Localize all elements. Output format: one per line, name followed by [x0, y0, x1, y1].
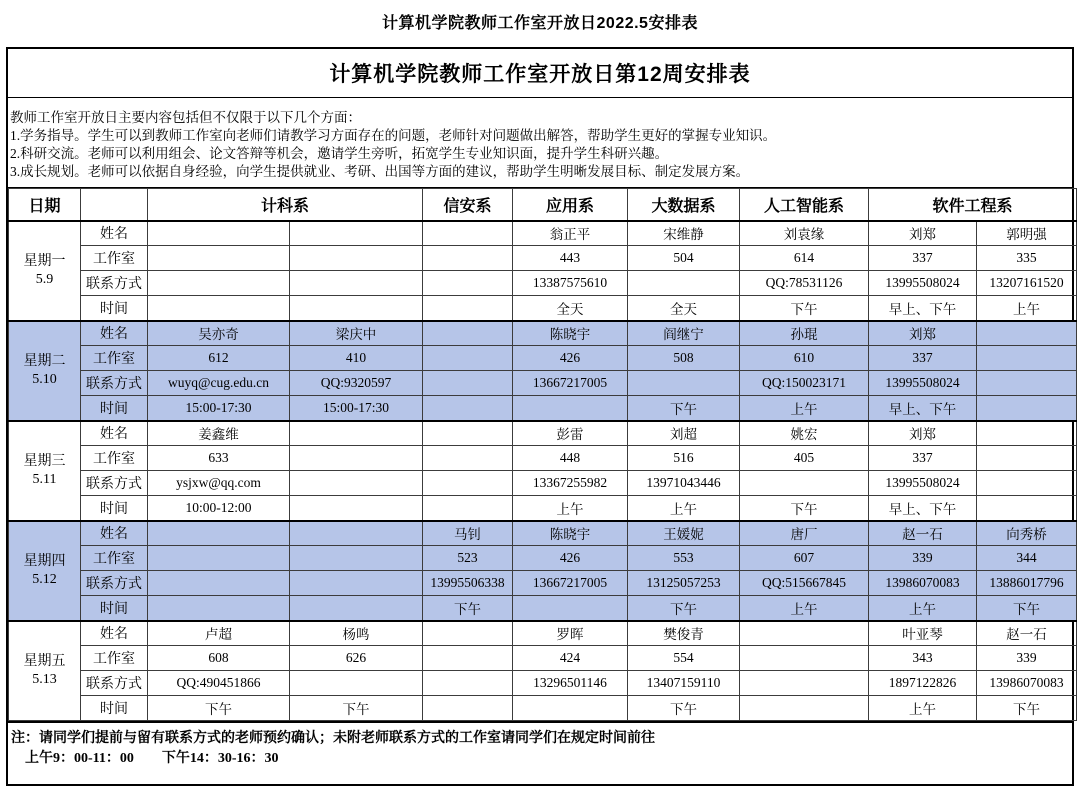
table-cell — [423, 271, 513, 296]
table-cell — [628, 371, 740, 396]
table-cell — [290, 421, 423, 446]
table-cell — [423, 646, 513, 671]
table-row — [9, 546, 1077, 571]
table-cell: 516 — [628, 446, 740, 471]
table-row — [9, 321, 1077, 346]
table-cell: 上午 — [740, 596, 869, 621]
table-cell: 刘郑 — [869, 421, 977, 446]
description-line: 2.科研交流。老师可以利用组会、论文答辩等机会，邀请学生旁听，拓宽学生专业知识面，提升学生科研兴趣。 — [10, 146, 669, 161]
table-row — [9, 371, 1077, 396]
table-cell — [290, 271, 423, 296]
table-cell — [423, 346, 513, 371]
table-row — [9, 446, 1077, 471]
page-title: 计算机学院教师工作室开放日2022.5安排表 — [382, 15, 698, 32]
table-cell — [740, 621, 869, 646]
table-cell — [290, 571, 423, 596]
date-cell — [9, 421, 81, 521]
table-cell: 504 — [628, 246, 740, 271]
table-cell — [977, 446, 1077, 471]
table-cell: 孙琨 — [740, 321, 869, 346]
table-cell: 吴亦奇 — [148, 321, 290, 346]
table-cell: 608 — [148, 646, 290, 671]
table-cell — [148, 221, 290, 246]
table-cell — [977, 321, 1077, 346]
dept-header: 信安系 — [423, 189, 513, 221]
table-cell — [290, 521, 423, 546]
table-cell — [977, 396, 1077, 421]
table-cell: 刘郑 — [869, 221, 977, 246]
table-cell: 335 — [977, 246, 1077, 271]
table-row — [9, 346, 1077, 371]
table-cell: 下午 — [423, 596, 513, 621]
table-cell: 姚宏 — [740, 421, 869, 446]
table-cell — [423, 371, 513, 396]
table-cell: ysjxw@qq.com — [148, 471, 290, 496]
table-cell: 15:00-17:30 — [290, 396, 423, 421]
table-cell: 426 — [513, 546, 628, 571]
date-label: 5.9 — [35, 271, 54, 287]
table-cell: QQ:9320597 — [290, 371, 423, 396]
description-line: 教师工作室开放日主要内容包括但不仅限于以下几个方面： — [10, 110, 361, 125]
table-cell — [423, 621, 513, 646]
table-cell — [148, 571, 290, 596]
date-cell — [9, 321, 81, 421]
table-cell: QQ:490451866 — [148, 671, 290, 696]
table-cell: 樊俊青 — [628, 621, 740, 646]
table-row — [9, 246, 1077, 271]
table-row — [9, 671, 1077, 696]
sheet-description — [8, 98, 1072, 188]
table-cell: 13667217005 — [513, 371, 628, 396]
row-label: 时间 — [81, 596, 148, 621]
weekday-label: 星期三 — [23, 453, 66, 469]
table-cell: 上午 — [513, 496, 628, 521]
row-label: 工作室 — [81, 446, 148, 471]
table-cell: 405 — [740, 446, 869, 471]
table-row — [9, 271, 1077, 296]
table-cell: 15:00-17:30 — [148, 396, 290, 421]
table-cell: 448 — [513, 446, 628, 471]
table-cell — [148, 596, 290, 621]
table-cell: 343 — [869, 646, 977, 671]
table-cell: 443 — [513, 246, 628, 271]
table-cell: 344 — [977, 546, 1077, 571]
weekday-label: 星期四 — [23, 553, 66, 569]
row-label: 工作室 — [81, 246, 148, 271]
row-label: 工作室 — [81, 346, 148, 371]
table-cell: 刘郑 — [869, 321, 977, 346]
table-cell — [148, 521, 290, 546]
table-cell — [740, 646, 869, 671]
table-cell: 553 — [628, 546, 740, 571]
table-cell: 下午 — [290, 696, 423, 721]
table-cell — [148, 271, 290, 296]
table-cell: 刘超 — [628, 421, 740, 446]
row-label: 时间 — [81, 296, 148, 321]
table-cell: 523 — [423, 546, 513, 571]
table-cell — [977, 421, 1077, 446]
row-label: 联系方式 — [81, 571, 148, 596]
table-row — [9, 421, 1077, 446]
table-cell: 13995508024 — [869, 371, 977, 396]
footer-note — [8, 721, 1072, 769]
table-cell: 339 — [869, 546, 977, 571]
date-label: 5.10 — [32, 371, 57, 387]
table-row — [9, 521, 1077, 546]
table-cell: 614 — [740, 246, 869, 271]
date-cell — [9, 621, 81, 721]
table-cell — [513, 396, 628, 421]
table-cell: 13995508024 — [869, 471, 977, 496]
row-label: 姓名 — [81, 421, 148, 446]
table-cell: 下午 — [977, 596, 1077, 621]
table-cell: 早上、下午 — [869, 296, 977, 321]
table-cell: 上午 — [869, 696, 977, 721]
dept-header: 应用系 — [513, 189, 628, 221]
table-cell — [423, 496, 513, 521]
table-cell: 426 — [513, 346, 628, 371]
table-cell: QQ:150023171 — [740, 371, 869, 396]
table-cell: 下午 — [740, 296, 869, 321]
table-cell — [290, 546, 423, 571]
row-label: 时间 — [81, 396, 148, 421]
table-cell — [423, 671, 513, 696]
date-cell — [9, 521, 81, 621]
table-cell — [740, 696, 869, 721]
table-cell: 13886017796 — [977, 571, 1077, 596]
table-cell: 翁正平 — [513, 221, 628, 246]
table-cell — [977, 371, 1077, 396]
table-cell: 13407159110 — [628, 671, 740, 696]
table-cell — [290, 596, 423, 621]
table-cell: 姜鑫维 — [148, 421, 290, 446]
row-label: 工作室 — [81, 546, 148, 571]
table-cell: 向秀桥 — [977, 521, 1077, 546]
table-cell: 13995508024 — [869, 271, 977, 296]
table-cell: 13986070083 — [977, 671, 1077, 696]
table-cell: 下午 — [977, 696, 1077, 721]
weekday-label: 星期一 — [23, 253, 66, 269]
table-cell: 13667217005 — [513, 571, 628, 596]
row-label: 工作室 — [81, 646, 148, 671]
table-cell: 马钊 — [423, 521, 513, 546]
table-cell: 上午 — [740, 396, 869, 421]
table-cell: 陈晓宇 — [513, 321, 628, 346]
table-cell: 508 — [628, 346, 740, 371]
table-cell: 612 — [148, 346, 290, 371]
table-cell: 626 — [290, 646, 423, 671]
table-row — [9, 496, 1077, 521]
label-column-header — [81, 189, 148, 221]
table-cell: 杨鸣 — [290, 621, 423, 646]
table-cell: 下午 — [628, 596, 740, 621]
table-cell: 下午 — [628, 396, 740, 421]
table-cell: 上午 — [977, 296, 1077, 321]
table-cell: 13207161520 — [977, 271, 1077, 296]
table-cell — [423, 396, 513, 421]
table-cell: 梁庆中 — [290, 321, 423, 346]
table-cell: 633 — [148, 446, 290, 471]
table-cell — [290, 471, 423, 496]
table-cell: 阎继宁 — [628, 321, 740, 346]
table-cell — [977, 496, 1077, 521]
row-label: 姓名 — [81, 321, 148, 346]
row-label: 姓名 — [81, 221, 148, 246]
table-cell: QQ:78531126 — [740, 271, 869, 296]
table-cell: 赵一石 — [977, 621, 1077, 646]
row-label: 时间 — [81, 496, 148, 521]
table-cell: 13387575610 — [513, 271, 628, 296]
sheet-title: 计算机学院教师工作室开放日第12周安排表 — [8, 49, 1072, 98]
table-row — [9, 221, 1077, 246]
table-row — [9, 571, 1077, 596]
table-cell — [290, 246, 423, 271]
table-cell — [423, 446, 513, 471]
table-cell: 13971043446 — [628, 471, 740, 496]
table-cell — [977, 346, 1077, 371]
row-label: 姓名 — [81, 621, 148, 646]
table-cell: 唐厂 — [740, 521, 869, 546]
dept-header: 人工智能系 — [740, 189, 869, 221]
table-cell — [977, 471, 1077, 496]
table-cell: 下午 — [628, 696, 740, 721]
dept-header: 计科系 — [148, 189, 423, 221]
table-cell: 全天 — [628, 296, 740, 321]
table-cell — [148, 296, 290, 321]
schedule-table — [8, 188, 1077, 721]
table-cell: QQ:515667845 — [740, 571, 869, 596]
table-cell: 607 — [740, 546, 869, 571]
table-cell: 罗晖 — [513, 621, 628, 646]
table-cell: 早上、下午 — [869, 496, 977, 521]
table-cell: 410 — [290, 346, 423, 371]
table-body — [9, 221, 1077, 721]
table-row — [9, 471, 1077, 496]
table-cell: 上午 — [628, 496, 740, 521]
table-cell: 郭明强 — [977, 221, 1077, 246]
table-row — [9, 396, 1077, 421]
table-cell — [740, 671, 869, 696]
table-cell: 陈晓宇 — [513, 521, 628, 546]
table-cell: 337 — [869, 446, 977, 471]
table-cell — [148, 546, 290, 571]
table-cell: 赵一石 — [869, 521, 977, 546]
row-label: 姓名 — [81, 521, 148, 546]
table-cell — [290, 446, 423, 471]
weekday-label: 星期五 — [23, 653, 66, 669]
date-label: 5.11 — [32, 471, 57, 487]
table-cell — [290, 221, 423, 246]
note-line: 上午9：00-11：00 下午14：30-16：30 — [25, 751, 279, 766]
table-cell: 彭雷 — [513, 421, 628, 446]
table-cell: 337 — [869, 246, 977, 271]
table-cell: 卢超 — [148, 621, 290, 646]
table-cell: 424 — [513, 646, 628, 671]
table-cell: 13995506338 — [423, 571, 513, 596]
table-cell — [423, 296, 513, 321]
table-cell: 554 — [628, 646, 740, 671]
table-row — [9, 296, 1077, 321]
table-cell — [290, 296, 423, 321]
note-line: 注：请同学们提前与留有联系方式的老师预约确认；未附老师联系方式的工作室请同学们在规定时间前往 — [11, 731, 655, 746]
date-cell — [9, 221, 81, 321]
description-line: 1.学务指导。学生可以到教师工作室向老师们请教学习方面存在的问题，老师针对问题做出解答，帮助学生更好的掌握专业知识。 — [10, 128, 777, 143]
table-cell — [423, 221, 513, 246]
table-cell — [423, 246, 513, 271]
table-cell: 刘袁缘 — [740, 221, 869, 246]
table-cell: 全天 — [513, 296, 628, 321]
table-cell: 上午 — [869, 596, 977, 621]
weekday-label: 星期二 — [23, 353, 66, 369]
date-column-header: 日期 — [9, 189, 81, 221]
date-label: 5.12 — [32, 571, 57, 587]
table-cell: 339 — [977, 646, 1077, 671]
table-cell — [290, 496, 423, 521]
row-label: 联系方式 — [81, 271, 148, 296]
table-cell: 1897122826 — [869, 671, 977, 696]
table-cell: 13367255982 — [513, 471, 628, 496]
table-cell — [513, 596, 628, 621]
table-cell: 13986070083 — [869, 571, 977, 596]
dept-header: 大数据系 — [628, 189, 740, 221]
description-line: 3.成长规划。老师可以依据自身经验，向学生提供就业、考研、出国等方面的建议，帮助学生明晰发展目标、制定发展方案。 — [10, 164, 750, 179]
table-cell: 13125057253 — [628, 571, 740, 596]
table-cell: 宋维静 — [628, 221, 740, 246]
table-cell — [423, 696, 513, 721]
table-row — [9, 696, 1077, 721]
table-cell — [423, 421, 513, 446]
table-row — [9, 646, 1077, 671]
table-cell: 10:00-12:00 — [148, 496, 290, 521]
row-label: 联系方式 — [81, 471, 148, 496]
table-cell — [423, 471, 513, 496]
date-label: 5.13 — [32, 671, 57, 687]
table-row — [9, 596, 1077, 621]
row-label: 联系方式 — [81, 671, 148, 696]
dept-header: 软件工程系 — [869, 189, 1077, 221]
table-cell — [740, 471, 869, 496]
row-label: 联系方式 — [81, 371, 148, 396]
schedule-sheet — [6, 47, 1074, 786]
table-cell — [513, 696, 628, 721]
table-header — [9, 189, 1077, 221]
table-cell — [628, 271, 740, 296]
table-cell: 337 — [869, 346, 977, 371]
table-cell — [423, 321, 513, 346]
table-cell: wuyq@cug.edu.cn — [148, 371, 290, 396]
table-row — [9, 621, 1077, 646]
row-label: 时间 — [81, 696, 148, 721]
table-cell: 下午 — [740, 496, 869, 521]
table-cell: 王媛妮 — [628, 521, 740, 546]
table-cell: 早上、下午 — [869, 396, 977, 421]
table-cell — [290, 671, 423, 696]
table-cell: 叶亚琴 — [869, 621, 977, 646]
table-cell — [148, 246, 290, 271]
table-cell: 13296501146 — [513, 671, 628, 696]
table-cell: 610 — [740, 346, 869, 371]
table-cell: 下午 — [148, 696, 290, 721]
